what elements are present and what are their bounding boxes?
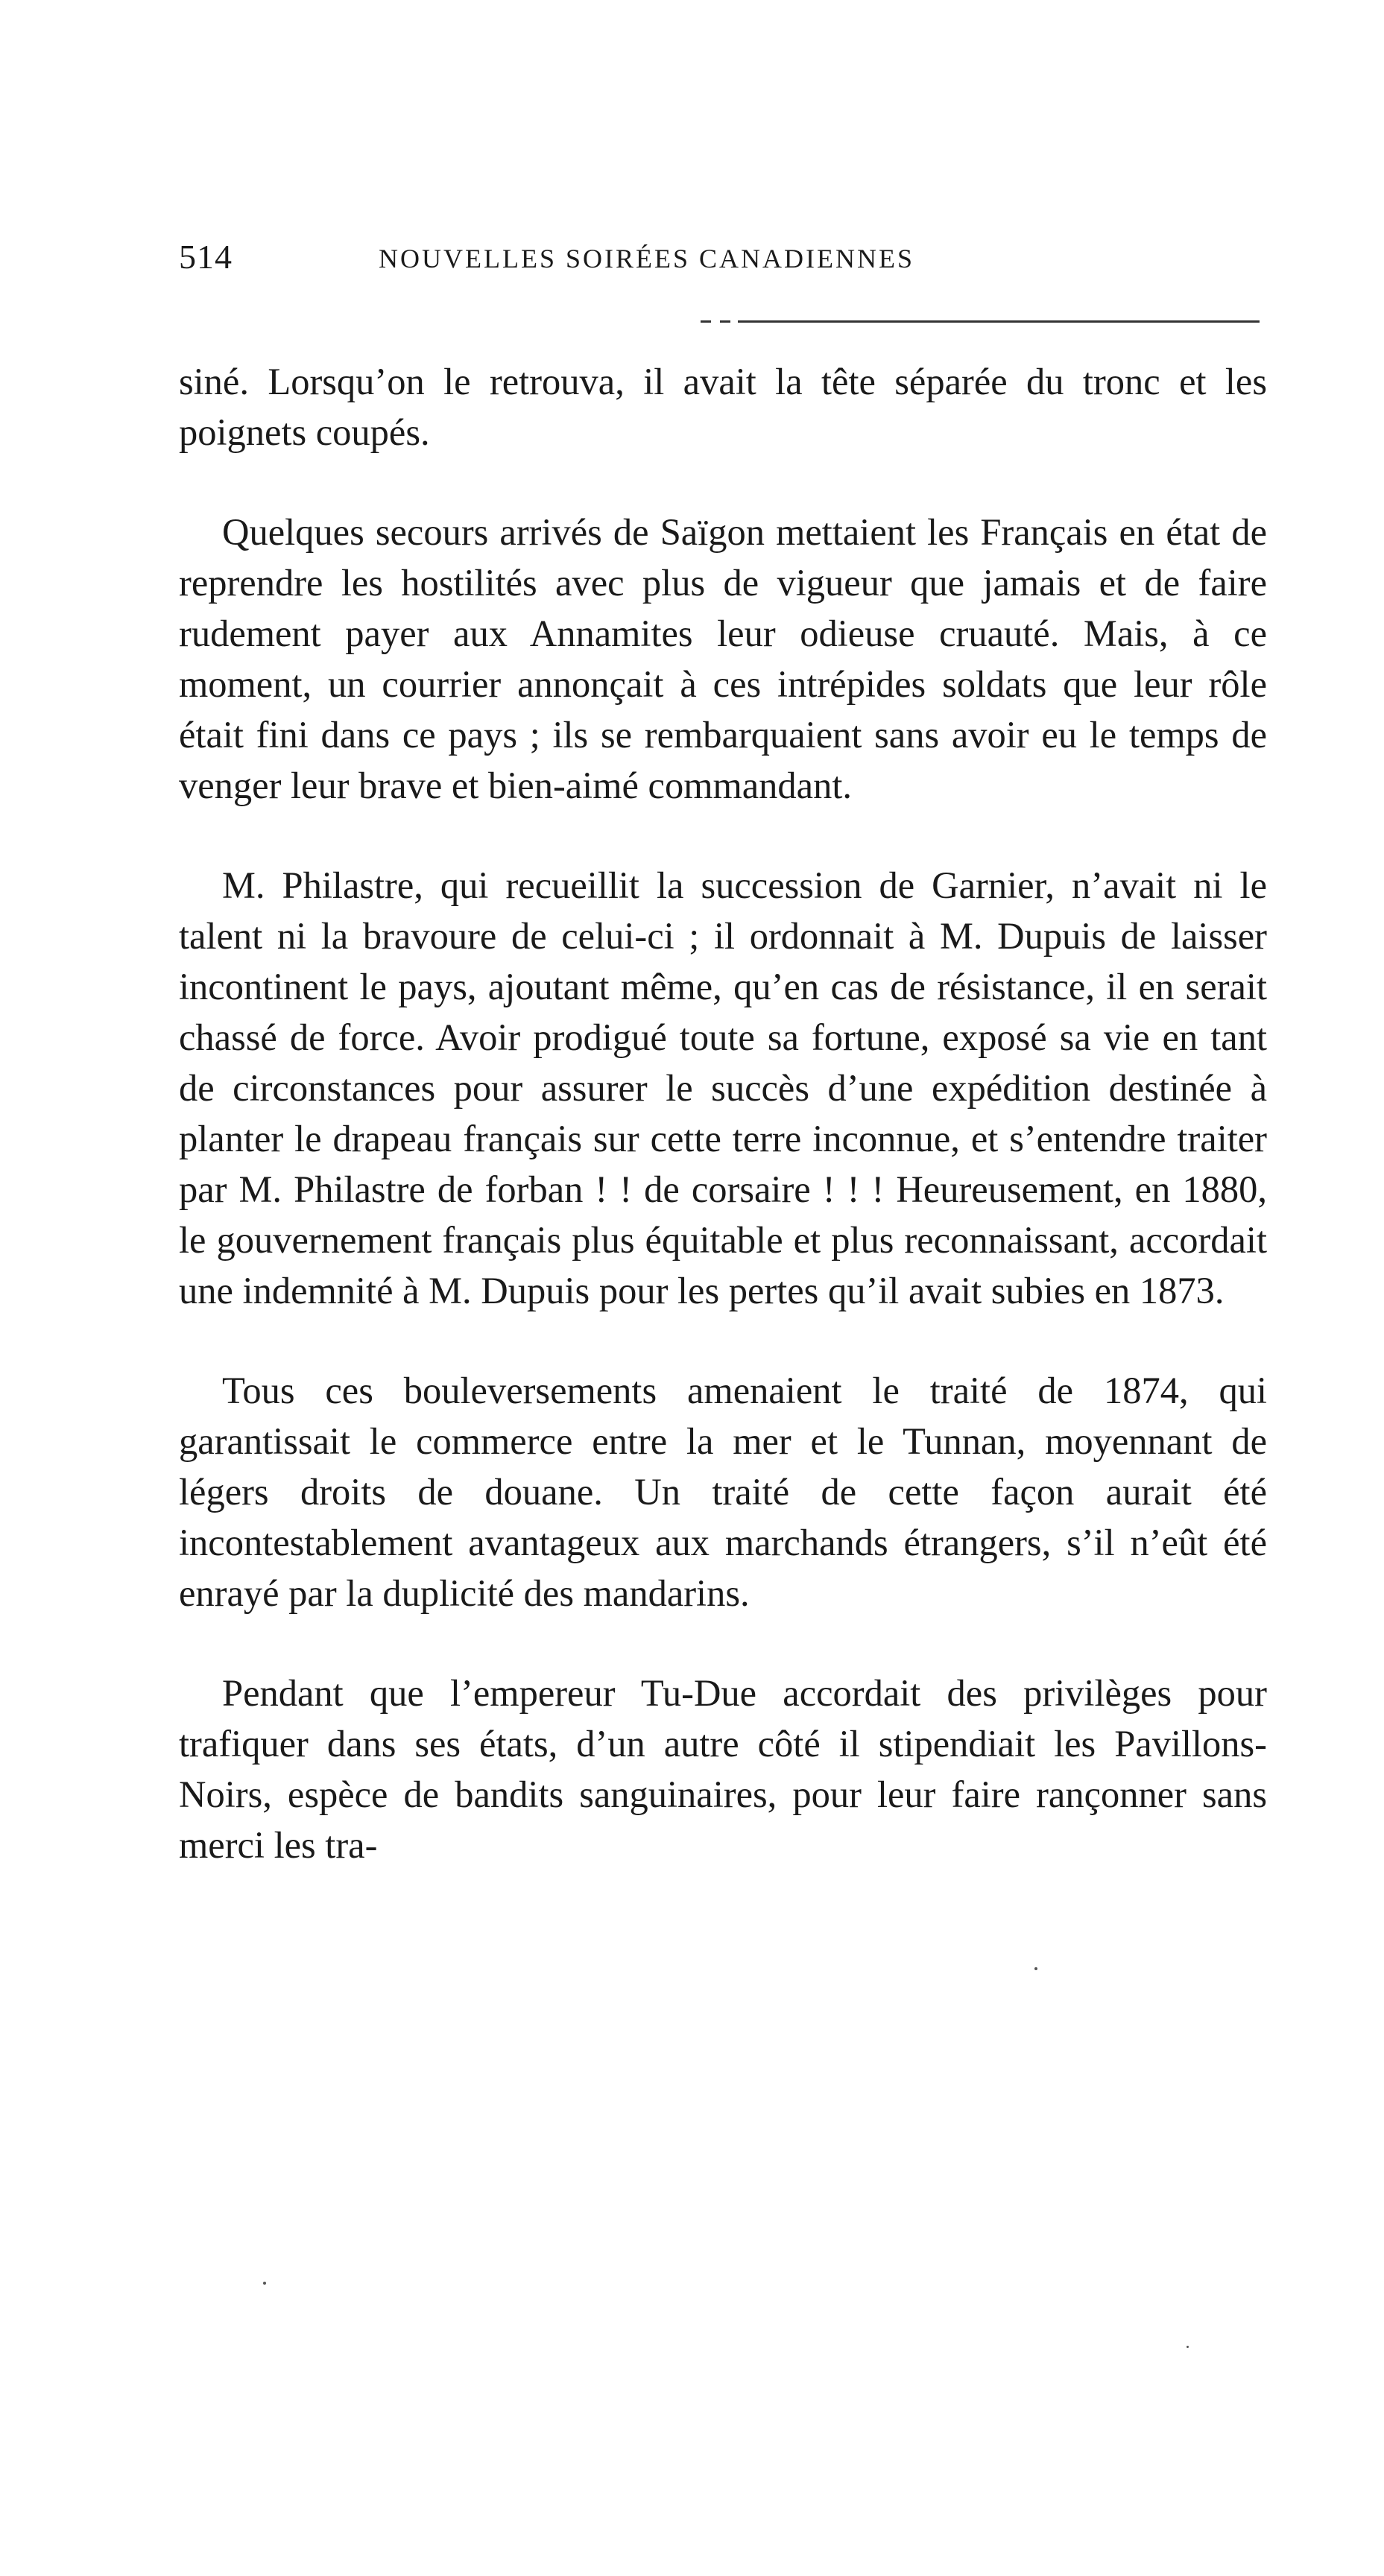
paragraph: M. Philastre, qui recueillit la succession de Garnier, n’avait ni le talent ni la bravoure de celui-ci ; il ordonnait à M. Dupuis de laisser incontinent le pays, ajoutant même, qu’en cas de résistance, il en serait chassé de force. Avoir prodigué toute sa fortune, exposé sa vie en tant de circonstances pour assurer le succès d’une expédition destinée à planter le drapeau français sur cette terre inconnue, et s’entendre traiter par M. Philastre de forban ! ! de corsaire ! ! ! Heureusement, en 1880, le gouvernement français plus équitable et plus reconnaissant, accordait une indemnité à M. Dupuis pour les pertes qu’il avait subies en 1873. — [179, 864, 1267, 1311]
running-head — [179, 237, 1267, 282]
header-rule-dash — [720, 320, 730, 323]
header-rule-dash — [701, 320, 711, 323]
paragraph: Tous ces bouleversements amenaient le traité de 1874, qui garantissait le commerce entre la mer et le Tunnan, moyennant de légers droits de douane. Un traité de cette façon aurait été incontestablement avantageux aux marchands étrangers, s’il n’eût été enrayé par la duplicité des mandarins. — [179, 1370, 1267, 1614]
running-title: NOUVELLES SOIRÉES CANADIENNES — [379, 244, 914, 273]
paper-speck — [1034, 1967, 1037, 1970]
paper-speck — [263, 2282, 266, 2285]
paper-speck — [1186, 2346, 1189, 2348]
paragraph: Pendant que l’empereur Tu-Due accordait des privilèges pour trafiquer dans ses états, d’un autre côté il stipendiait les Pavillons-Noirs, espèce de bandits sanguinaires, pour leur faire rançonner sans merci les tra- — [179, 1672, 1267, 1866]
page-number: 514 — [179, 238, 233, 276]
paragraph: Quelques secours arrivés de Saïgon mettaient les Français en état de reprendre les hostilités avec plus de vigueur que jamais et de faire rudement payer aux Annamites leur odieuse cruauté. Mais, à ce moment, un courrier annonçait à ces intrépides soldats que leur rôle était fini dans ce pays ; ils se rembarquaient sans avoir eu le temps de venger leur brave et bien-aimé commandant. — [179, 511, 1267, 806]
paragraph-continued: siné. Lorsqu’on le retrouva, il avait la tête séparée du tronc et les poignets coupés. — [179, 361, 1267, 453]
body-text — [179, 356, 1267, 1870]
header-rule — [738, 320, 1260, 323]
